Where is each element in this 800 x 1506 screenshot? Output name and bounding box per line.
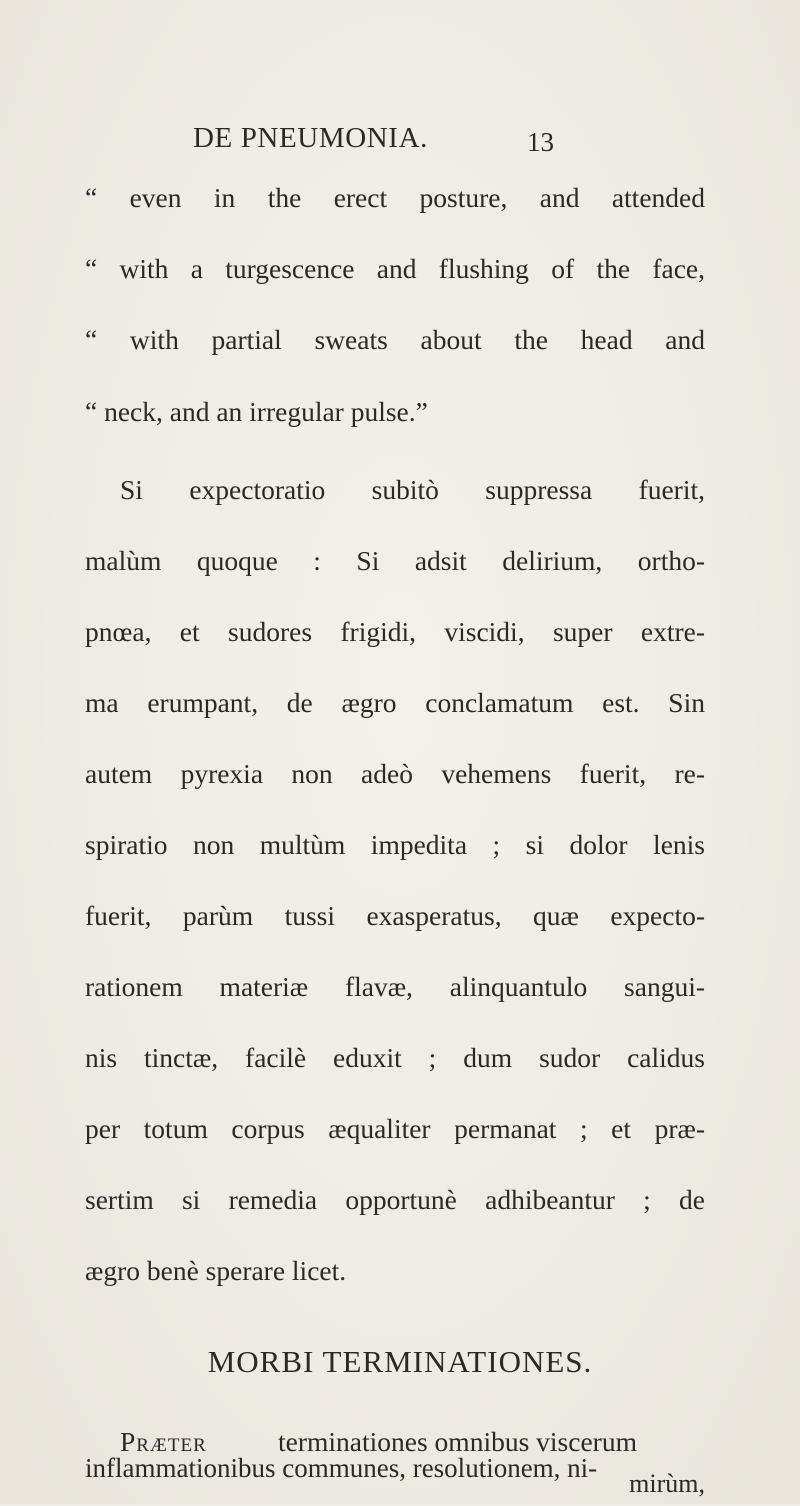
paragraph-line: spiratio non multùm impedita ; si dolor lenis [85,829,705,860]
quote-line: “ with partial sweats about the head and [85,324,705,355]
paragraph-line: per totum corpus æqualiter permanat ; et præ- [85,1113,705,1144]
paragraph-line: nis tinctæ, facilè eduxit ; dum sudor calidus [85,1042,705,1073]
quote-line: “ even in the erect posture, and attended [85,182,705,213]
paragraph-line: Si expectoratio subitò suppressa fuerit, [120,474,705,505]
paragraph-line: Præter terminationes omnibus viscerum [0,1420,800,1464]
catchword: mirùm, [629,1469,705,1498]
catchword-line [0,1462,800,1506]
paragraph-line: pnœa, et sudores frigidi, viscidi, super extre- [85,616,705,647]
paragraph-line: sertim si remedia opportunè adhibeantur ; de [85,1184,705,1215]
section-heading: MORBI TERMINATIONES. [207,1344,593,1379]
quote-line: “ with a turgescence and flushing of the face, [85,253,705,284]
paragraph-opening-word: Præter [120,1426,207,1457]
running-head: DE PNEUMONIA. [193,122,428,154]
paragraph-line: malùm quoque : Si adsit delirium, ortho- [85,545,705,576]
paragraph-line: autem pyrexia non adeò vehemens fuerit, re- [85,758,705,789]
page-number: 13 [527,127,554,157]
paragraph-line: ma erumpant, de ægro conclamatum est. Sin [85,687,705,718]
paragraph-line: inflammationibus communes, resolutionem, ni- [85,1453,598,1483]
paragraph-line: ægro benè sperare licet. [85,1255,347,1286]
paragraph-line: fuerit, parùm tussi exasperatus, quæ expecto- [85,900,705,931]
page-header [0,118,800,158]
quote-line: “ neck, and an irregular pulse.” [85,396,428,427]
paragraph-line: rationem materiæ flavæ, alinquantulo sangui- [85,971,705,1002]
